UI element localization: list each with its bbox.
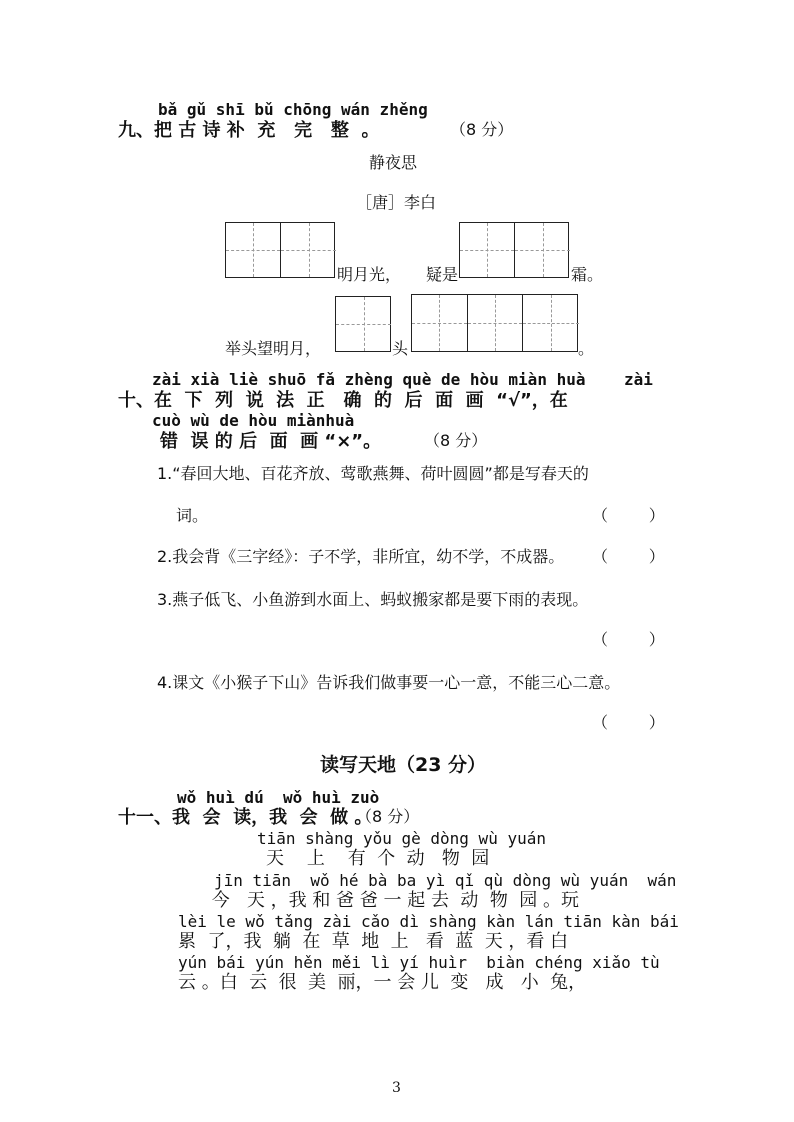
q10-item-4: 4.课文《小猴子下山》告诉我们做事要一心一意，不能三心二意。 [157,673,621,692]
answer-paren-1[interactable]: （ ） [592,506,665,525]
q9-score: （8 分） [450,120,514,139]
answer-grid-1[interactable] [225,222,335,278]
poem-line1-pre: 疑是 [426,265,459,284]
grid-cell[interactable] [412,295,468,351]
q9-pinyin: bǎ gǔ shī bǔ chōng wán zhěng [158,100,428,119]
q11-title: 十一、我 会 读，我 会 做 。 [118,807,373,828]
grid-cell[interactable] [460,223,515,277]
story-line-3-pinyin: yún bái yún hěn měi lì yí huìr biàn chéng xiǎo tù [178,953,660,972]
grid-cell[interactable] [468,295,524,351]
q10-item-1-cont: 词。 [176,506,209,525]
poem-line1-end: 霜。 [571,265,604,284]
answer-grid-2[interactable] [459,222,569,278]
q10-title-2: 错 误 的 后 面 画 “×”。 [160,431,382,452]
q11-score: （8 分） [356,807,420,826]
answer-paren-3[interactable]: （ ） [592,630,665,649]
q9-title: 九、把 古 诗 补 充 完 整 。 [118,120,380,141]
grid-cell[interactable] [336,297,391,351]
poem-line2-pre: 举头望明月， [225,339,322,358]
answer-paren-2[interactable]: （ ） [592,547,665,566]
q10-title-1: 十、在 下 列 说 法 正 确 的 后 面 画 “√”，在 [118,390,568,411]
poem-line2-end: 。 [578,339,595,358]
story-line-3: 云 。白 云 很 美 丽，一 会 儿 变 成 小 兔， [178,972,587,993]
poem-author: ［唐］李白 [356,193,437,212]
answer-grid-3[interactable] [335,296,391,352]
q10-item-3: 3.燕子低飞、小鱼游到水面上、蚂蚁搬家都是要下雨的表现。 [157,590,589,609]
section-title: 读写天地（23 分） [320,754,487,776]
q10-pinyin-2: cuò wù de hòu miànhuà [152,411,355,430]
grid-cell[interactable] [281,223,336,277]
answer-grid-4[interactable] [411,294,578,352]
poem-title: 静夜思 [369,153,418,172]
grid-cell[interactable] [226,223,281,277]
q10-pinyin-1: zài xià liè shuō fǎ zhèng què de hòu miàn huà zài [152,370,653,389]
grid-cell[interactable] [523,295,579,351]
q10-item-1: 1.“春回大地、百花齐放、莺歌燕舞、荷叶圆圆”都是写春天的 [157,464,589,483]
answer-paren-4[interactable]: （ ） [592,713,665,732]
q10-score: （8 分） [424,431,488,450]
story-line-1-pinyin: jīn tiān wǒ hé bà ba yì qǐ qù dòng wù yuán wán [214,871,677,890]
story-line-2-pinyin: lèi le wǒ tǎng zài cǎo dì shàng kàn lán tiān kàn bái [178,912,679,931]
q11-pinyin: wǒ huì dú wǒ huì zuò [177,788,380,807]
story-title-pinyin: tiān shàng yǒu gè dòng wù yuán [257,829,546,848]
story-line-2: 累 了，我 躺 在 草 地 上 看 蓝 天 ，看 白 [178,931,569,952]
story-title: 天 上 有 个 动 物 园 [266,848,490,869]
story-line-1: 今 天 ，我 和 爸 爸 一 起 去 动 物 园 。玩 [206,890,579,911]
page-number: 3 [392,1080,401,1096]
poem-line2-mid: 头 [392,339,409,358]
poem-line1-mid: 明月光， [337,265,402,284]
q10-item-2: 2.我会背《三字经》：子不学，非所宜，幼不学，不成器。 [157,547,565,566]
grid-cell[interactable] [515,223,570,277]
